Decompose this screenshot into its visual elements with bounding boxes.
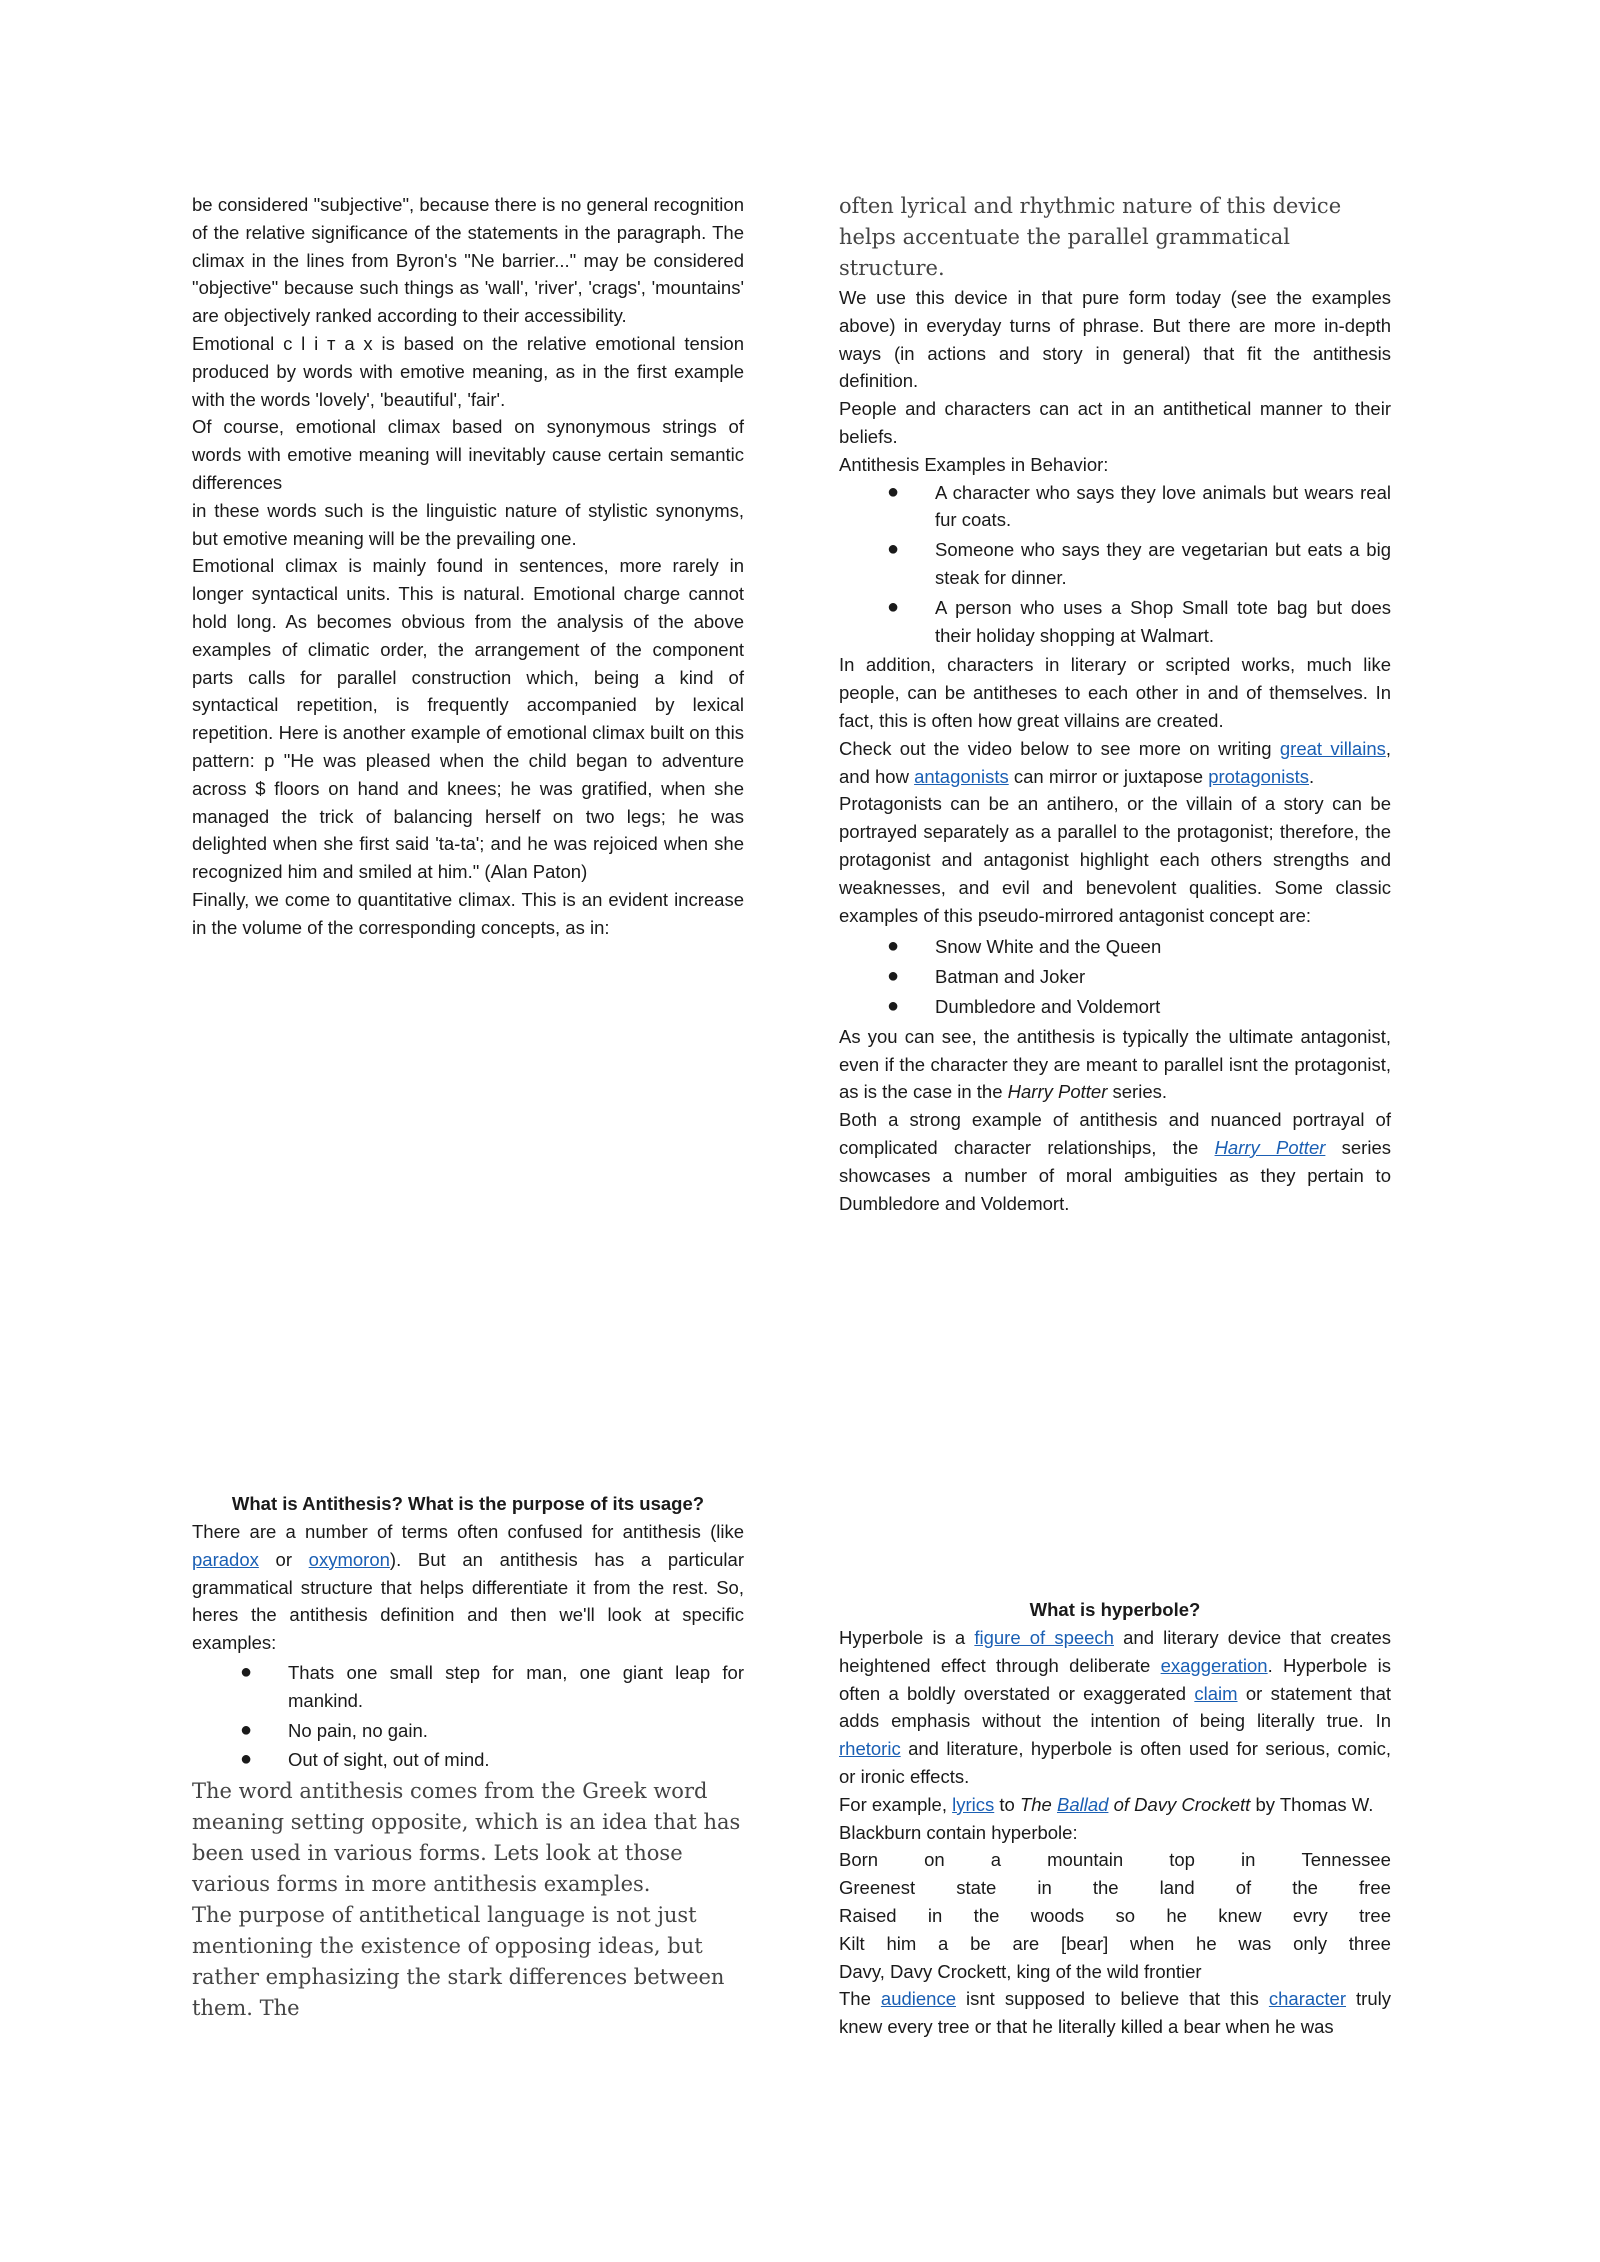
paragraph: Hyperbole is a figure of speech and literary device that creates heightened effect through deliberate exaggeration. Hyperbole is often a boldly overstated or exaggerated claim or statement that adds emphasis without the intention of being literally true. In rhetoric and literature, hyperbole is often used for serious, comic, or ironic effects. <box>839 1627 1391 1787</box>
ballad-link[interactable]: Ballad <box>1057 1793 1109 1815</box>
bullet-icon: ● <box>887 994 900 1017</box>
lyrics-link[interactable]: lyrics <box>952 1793 995 1815</box>
paragraph: The audience isnt supposed to believe that this character truly knew every tree or that he literally killed a bear when he was <box>839 1988 1391 2038</box>
rhetoric-link[interactable]: rhetoric <box>839 1738 901 1760</box>
left-top-column <box>192 191 744 942</box>
antagonist-examples-list <box>839 933 1391 1020</box>
left-bottom-column <box>192 1490 744 2024</box>
list-item: ● Someone who says they are vegetarian but eats a big steak for dinner. <box>887 538 1391 588</box>
list-item: ● Thats one small step for man, one giant leap for mankind. <box>240 1660 744 1711</box>
verse-line: Davy, Davy Crockett, king of the wild frontier <box>839 1960 1202 1982</box>
paragraph: Finally, we come to quantitative climax. This is an evident increase in the volume of the corresponding concepts, as in: <box>192 888 744 938</box>
serif-paragraph: The word antithesis comes from the Greek word meaning setting opposite, which is an idea that has been used in various forms. Lets look at those various forms in more antithesis examples. <box>192 1779 741 1897</box>
bullet-icon: ● <box>887 480 900 503</box>
list-item: ● Dumbledore and Voldemort <box>839 993 1391 1021</box>
figure-of-speech-link[interactable]: figure of speech <box>974 1627 1114 1648</box>
list-item: ● Out of sight, out of mind. <box>192 1746 744 1774</box>
paragraph: Of course, emotional climax based on synonymous strings of words with emotive meaning will inevitably cause certain semantic differences <box>192 416 744 493</box>
list-item: ● No pain, no gain. <box>192 1717 744 1745</box>
right-bottom-column <box>839 1596 1391 2041</box>
paragraph: In addition, characters in literary or scripted works, much like people, can be antitheses to each other in and of themselves. In fact, this is often how great villains are created. <box>839 654 1391 731</box>
paragraph: Emotional с l і т а х is based on the relative emotional tension produced by words with emotive meaning, as in the first example with the words 'lovely', 'beautiful', 'fair'. <box>192 332 744 410</box>
bullet-icon: ● <box>887 965 900 988</box>
antithesis-examples-list <box>192 1659 744 1774</box>
list-item: ● Snow White and the Queen <box>839 933 1391 961</box>
paragraph: Check out the video below to see more on writing great villains, and how antagonists can mirror or juxtapose protagonists. <box>839 737 1391 787</box>
oxymoron-link[interactable]: oxymoron <box>308 1548 390 1570</box>
paragraph: Antithesis Examples in Behavior: <box>839 453 1109 475</box>
list-item: ● A person who uses a Shop Small tote bag but does their holiday shopping at Walmart. <box>887 595 1391 646</box>
behavior-examples-list <box>839 479 1391 650</box>
serif-paragraph: The purpose of antithetical language is not just mentioning the existence of opposing ideas, but rather emphasizing the stark differences between them. The <box>192 1903 725 2021</box>
bullet-icon: ● <box>887 538 900 561</box>
protagonists-link[interactable]: protagonists <box>1208 765 1309 787</box>
paradox-link[interactable]: paradox <box>192 1548 259 1570</box>
verse-line: Kilt him a be are [bear] when he was only three <box>839 1932 1391 1954</box>
claim-link[interactable]: claim <box>1194 1682 1238 1704</box>
verse-line: Born on a mountain top in Tennessee <box>839 1849 1391 1871</box>
paragraph: in these words such is the linguistic nature of stylistic synonyms, but emotive meaning will be the prevailing one. <box>192 499 744 549</box>
paragraph: be considered "subjective", because there is no general recognition of the relative significance of the statements in the paragraph. The climax in the lines from Byron's "Ne barrier..." may be considered "objective" because such things as 'wall', 'river', 'crags', 'mountains' are objectively ranked according to their accessibility. <box>192 194 744 327</box>
verse-line: Greenest state in the land of the free <box>839 1877 1391 1899</box>
harry-potter-link[interactable]: Harry Potter <box>1214 1136 1326 1158</box>
exaggeration-link[interactable]: exaggeration <box>1160 1654 1268 1676</box>
bullet-icon: ● <box>240 1660 253 1683</box>
paragraph: Both a strong example of antithesis and nuanced portrayal of complicated character relationships, the Harry Potter series showcases a number of moral ambiguities as they pertain to Dumbledore and Voldemort. <box>839 1109 1391 1214</box>
bullet-icon: ● <box>887 595 900 618</box>
antagonists-link[interactable]: antagonists <box>914 765 1009 787</box>
right-top-column <box>839 191 1391 1217</box>
list-item: ● Batman and Joker <box>839 963 1391 991</box>
audience-link[interactable]: audience <box>880 1988 956 2010</box>
hyperbole-heading: What is hyperbole? <box>1029 1599 1201 1620</box>
paragraph: Protagonists can be an antihero, or the villain of a story can be portrayed separately as a parallel to the protagonist; therefore, the protagonist and antagonist highlight each others strengths and weaknesses, and evil and benevolent qualities. Some classic examples of this pseudo-mirrored antagonist concept are: <box>839 793 1391 926</box>
paragraph: People and characters can act in an antithetical manner to their beliefs. <box>839 398 1391 447</box>
serif-paragraph: often lyrical and rhythmic nature of this device helps accentuate the parallel grammatical structure. <box>839 194 1342 280</box>
bullet-icon: ● <box>240 1718 253 1741</box>
antithesis-heading: What is Antithesis? What is the purpose of its usage? <box>231 1493 705 1514</box>
paragraph: For example, lyrics to The Ballad of Davy Crockett by Thomas W. Blackburn contain hyperbole: <box>839 1793 1374 1843</box>
paragraph: There are a number of terms often confused for antithesis (like paradox or oxymoron). But an antithesis has a particular grammatical structure that helps differentiate it from the rest. So, heres the antithesis definition and then we'll look at specific examples: <box>192 1521 744 1654</box>
character-link[interactable]: character <box>1268 1988 1347 2010</box>
bullet-icon: ● <box>887 935 900 958</box>
paragraph: Emotional climax is mainly found in sentences, more rarely in longer syntactical units. This is natural. Emotional charge cannot hold long. As becomes obvious from the analysis of the above examples of climatic order, the arrangement of the component parts calls for parallel construction which, being a kind of syntactical repetition, is frequently accompanied by lexical repetition. Here is another example of emotional climax built on this pattern: p "He was pleased when the child began to adventure across $ floors on hand and knees; he was gratified, when she managed the trick of balancing herself on two legs; he was delighted when she first said 'ta-ta'; and he was rejoiced when she recognized him and smiled at him." (Alan Paton) <box>192 555 744 883</box>
paragraph: We use this device in that pure form today (see the examples above) in everyday turns of phrase. But there are more in-depth ways (in actions and story in general) that fit the antithesis definition. <box>839 287 1391 392</box>
paragraph: As you can see, the antithesis is typically the ultimate antagonist, even if the character they are meant to parallel isnt the protagonist, as is the case in the Harry Potter series. <box>839 1025 1391 1103</box>
list-item: ● A character who says they love animals but wears real fur coats. <box>887 480 1391 531</box>
great-villains-link[interactable]: great villains <box>1279 737 1386 759</box>
verse-line: Raised in the woods so he knew evry tree <box>839 1904 1391 1926</box>
bullet-icon: ● <box>240 1748 253 1771</box>
